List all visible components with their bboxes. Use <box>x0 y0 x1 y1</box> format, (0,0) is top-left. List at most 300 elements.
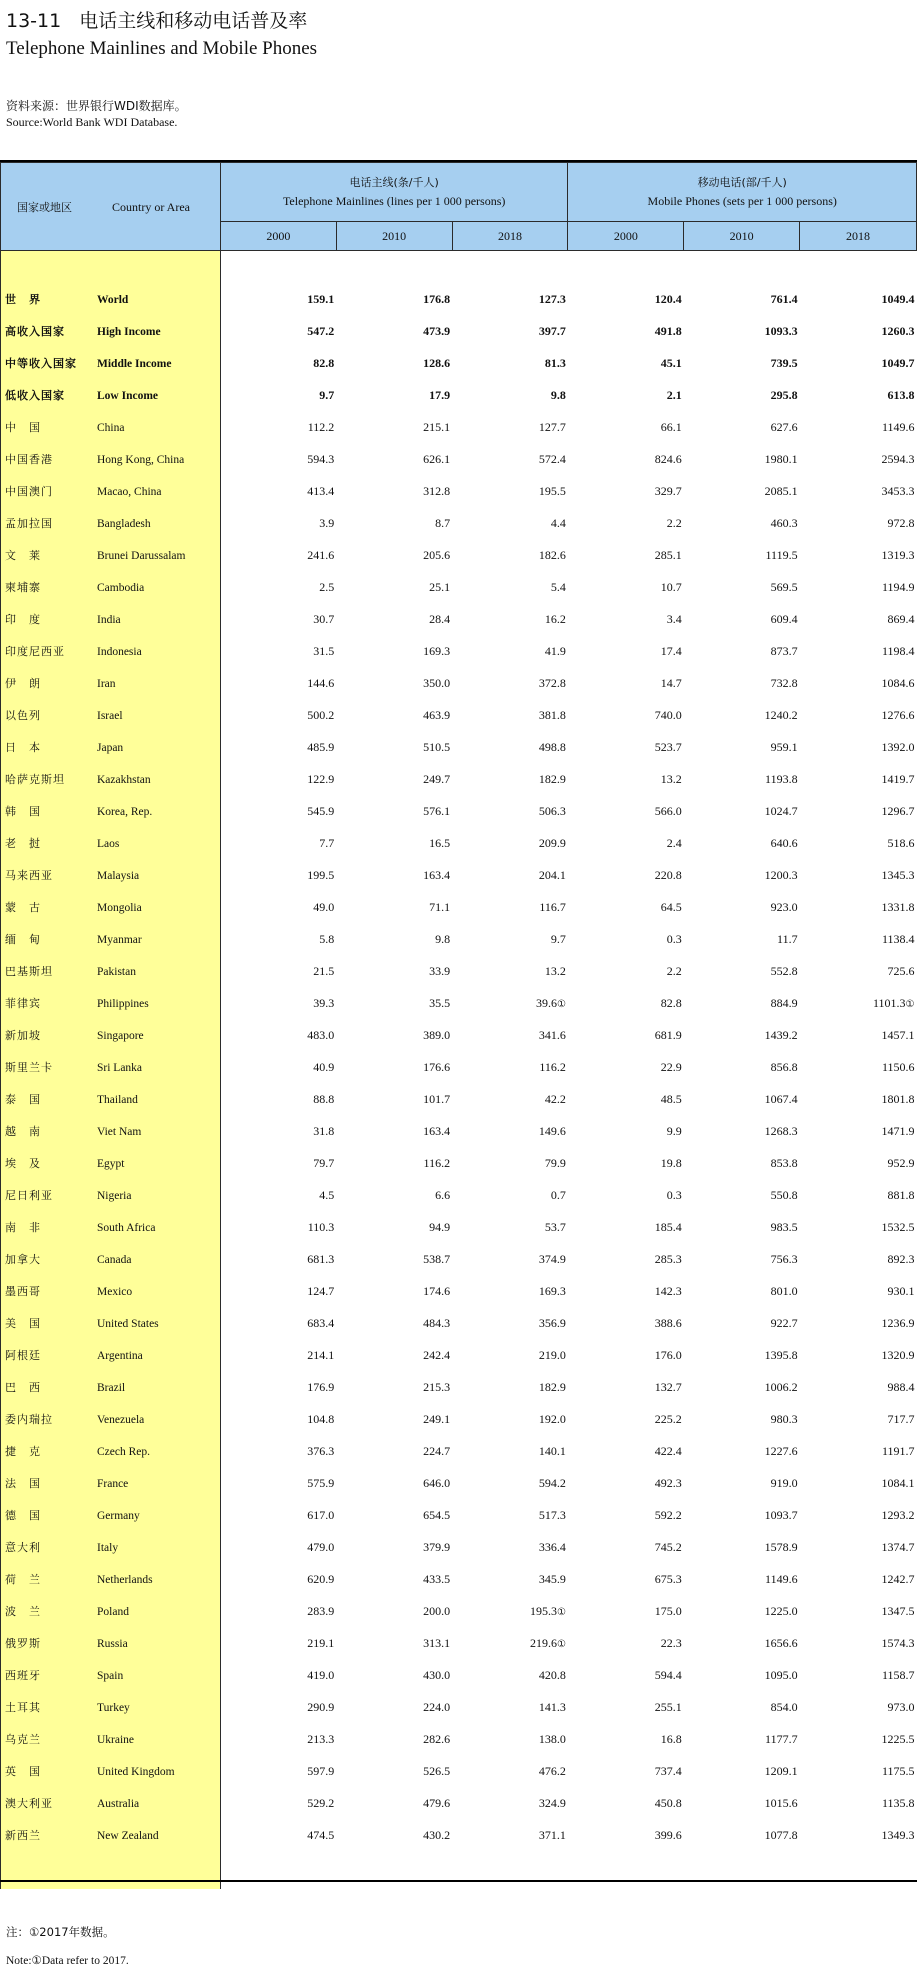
value-cell <box>452 1147 568 1179</box>
country-name-cn: 印 度 <box>5 613 41 626</box>
country-cell <box>1 283 221 315</box>
value: 1175.5 <box>881 1763 915 1778</box>
country-name-cn: 捷 克 <box>5 1445 41 1458</box>
value-cell <box>684 891 800 923</box>
value: 4.5 <box>319 1187 335 1202</box>
value-cell <box>452 667 568 699</box>
value: 22.3 <box>660 1635 682 1650</box>
country-name-en: Korea, Rep. <box>97 806 153 818</box>
value: 39.6 <box>535 995 557 1010</box>
value-cell <box>336 315 452 347</box>
value: 853.8 <box>770 1155 798 1170</box>
value-cell <box>220 443 336 475</box>
value-cell <box>800 1083 917 1115</box>
country-name-en: Myanmar <box>97 934 142 946</box>
value: 195.3 <box>529 1603 557 1618</box>
value-cell <box>568 1275 684 1307</box>
header-year: 2010 <box>336 222 452 251</box>
value: 1225.5 <box>881 1731 915 1746</box>
value: 42.2 <box>544 1091 566 1106</box>
value: 110.3 <box>307 1219 335 1234</box>
value-cell <box>452 1499 568 1531</box>
value: 2085.1 <box>764 483 798 498</box>
country-name-en: Brazil <box>97 1382 126 1394</box>
table-row <box>1 891 917 923</box>
value-cell <box>452 1211 568 1243</box>
value-cell <box>568 1083 684 1115</box>
value: 1349.3 <box>881 1827 915 1842</box>
value-cell <box>684 1115 800 1147</box>
title-cn-text: 电话主线和移动电话普及率 <box>79 10 308 32</box>
value: 88.8 <box>313 1091 335 1106</box>
value-cell <box>336 1563 452 1595</box>
value-cell <box>220 1435 336 1467</box>
value: 479.0 <box>307 1539 335 1554</box>
header-mobile <box>568 163 917 222</box>
table-row <box>1 699 917 731</box>
value: 124.7 <box>307 1283 335 1298</box>
value: 185.4 <box>654 1219 682 1234</box>
value: 1200.3 <box>764 867 798 882</box>
country-name-en: Mexico <box>97 1286 133 1298</box>
value-cell <box>684 667 800 699</box>
country-name-en: Malaysia <box>97 870 140 882</box>
value: 213.3 <box>307 1731 335 1746</box>
country-name-cn: 越 南 <box>5 1125 41 1138</box>
value: 176.8 <box>423 291 451 306</box>
country-name-cn: 西班牙 <box>5 1669 41 1682</box>
value: 71.1 <box>429 899 451 914</box>
header-country-en: Country or Area <box>112 199 190 214</box>
value: 31.5 <box>313 643 335 658</box>
header-year: 2000 <box>568 222 684 251</box>
value: 219.0 <box>538 1347 566 1362</box>
footnote-marker: ① <box>556 1638 566 1650</box>
value-cell <box>800 379 917 411</box>
value-cell <box>568 603 684 635</box>
value-cell <box>452 443 568 475</box>
value-cell <box>684 923 800 955</box>
value: 174.6 <box>423 1283 451 1298</box>
source-cn: 资料来源：世界银行WDI数据库。 <box>6 99 187 113</box>
value-cell <box>568 1531 684 1563</box>
value: 594.4 <box>654 1667 682 1682</box>
country-name-cn: 加拿大 <box>5 1253 41 1266</box>
value-cell <box>336 1595 452 1627</box>
country-name-cn: 菲律宾 <box>5 997 41 1010</box>
value-cell <box>220 1691 336 1723</box>
value-cell <box>220 1499 336 1531</box>
value-cell <box>336 827 452 859</box>
value: 529.2 <box>307 1795 335 1810</box>
value-cell <box>336 1307 452 1339</box>
value-cell <box>568 1307 684 1339</box>
country-cell <box>1 1307 221 1339</box>
value: 2.4 <box>666 835 682 850</box>
value: 374.9 <box>538 1251 566 1266</box>
value: 1532.5 <box>881 1219 915 1234</box>
value-cell <box>452 955 568 987</box>
value-cell <box>336 699 452 731</box>
value-cell <box>684 955 800 987</box>
value-cell <box>336 1467 452 1499</box>
value: 725.6 <box>887 963 915 978</box>
value-cell <box>336 667 452 699</box>
country-name-en: Viet Nam <box>97 1126 142 1138</box>
country-name-en: Philippines <box>97 998 149 1010</box>
value-cell <box>220 1147 336 1179</box>
value: 225.2 <box>654 1411 682 1426</box>
value: 3.4 <box>666 611 682 626</box>
value: 856.8 <box>770 1059 798 1074</box>
table-row <box>1 1723 917 1755</box>
value-cell <box>336 891 452 923</box>
value: 30.7 <box>313 611 335 626</box>
value: 283.9 <box>307 1603 335 1618</box>
value: 1260.3 <box>881 323 915 338</box>
spacer-row <box>1 251 917 284</box>
country-cell <box>1 1531 221 1563</box>
country-name-cn: 哈萨克斯坦 <box>5 773 65 786</box>
country-name-en: Japan <box>97 742 124 754</box>
country-name-cn: 世 界 <box>5 293 41 306</box>
value-cell <box>568 1755 684 1787</box>
value-cell <box>684 731 800 763</box>
value: 740.0 <box>654 707 682 722</box>
value-cell <box>336 1083 452 1115</box>
value: 81.3 <box>544 355 566 370</box>
country-cell <box>1 1051 221 1083</box>
value: 485.9 <box>307 739 335 754</box>
value: 518.6 <box>887 835 915 850</box>
country-cell <box>1 955 221 987</box>
country-name-en: United States <box>97 1318 159 1330</box>
country-name-cn: 尼日利亚 <box>5 1189 53 1202</box>
value-cell <box>220 1627 336 1659</box>
value-cell <box>220 411 336 443</box>
country-cell <box>1 699 221 731</box>
value: 3453.3 <box>881 483 915 498</box>
country-cell <box>1 1787 221 1819</box>
value: 31.8 <box>313 1123 335 1138</box>
table-number: 13-11 <box>6 10 62 32</box>
value: 5.8 <box>319 931 335 946</box>
value: 2.2 <box>666 515 682 530</box>
value-cell <box>336 443 452 475</box>
value-cell <box>220 1755 336 1787</box>
value-cell <box>568 507 684 539</box>
value: 0.3 <box>666 931 682 946</box>
value: 430.2 <box>423 1827 451 1842</box>
footnote-marker: ① <box>905 998 915 1010</box>
value: 312.8 <box>423 483 451 498</box>
value: 492.3 <box>654 1475 682 1490</box>
country-name-cn: 巴 西 <box>5 1381 41 1394</box>
value-cell <box>336 1659 452 1691</box>
country-name-en: Italy <box>97 1542 119 1554</box>
value-cell <box>452 475 568 507</box>
value: 566.0 <box>654 803 682 818</box>
table-row <box>1 507 917 539</box>
value-cell <box>452 1179 568 1211</box>
value: 545.9 <box>307 803 335 818</box>
value-cell <box>800 731 917 763</box>
value: 538.7 <box>423 1251 451 1266</box>
value-cell <box>452 1627 568 1659</box>
country-cell <box>1 1595 221 1627</box>
value-cell <box>800 1243 917 1275</box>
header-mainlines-cn: 电话主线(条/千人) <box>349 176 439 189</box>
value-cell <box>336 1179 452 1211</box>
value: 972.8 <box>887 515 915 530</box>
value-cell <box>684 1051 800 1083</box>
value: 1374.7 <box>881 1539 915 1554</box>
value-cell <box>568 1403 684 1435</box>
value: 1293.2 <box>881 1507 915 1522</box>
value: 21.5 <box>313 963 335 978</box>
empty-cell <box>452 251 568 284</box>
value-cell <box>684 859 800 891</box>
value: 1084.1 <box>881 1475 915 1490</box>
country-name-cn: 英 国 <box>5 1765 41 1778</box>
country-name-cn: 巴基斯坦 <box>5 965 53 978</box>
table-row <box>1 571 917 603</box>
header-mainlines <box>220 163 568 222</box>
value: 341.6 <box>538 1027 566 1042</box>
value-cell <box>220 507 336 539</box>
value: 128.6 <box>423 355 451 370</box>
table-row <box>1 475 917 507</box>
country-cell <box>1 1275 221 1307</box>
value: 1320.9 <box>881 1347 915 1362</box>
value-cell <box>800 1819 917 1851</box>
value: 2.1 <box>666 387 682 402</box>
value-cell <box>452 571 568 603</box>
table-row <box>1 1787 917 1819</box>
country-name-cn: 高收入国家 <box>5 325 65 338</box>
value-cell <box>684 1755 800 1787</box>
value: 523.7 <box>654 739 682 754</box>
footnote-marker: ① <box>556 998 566 1010</box>
value-cell <box>220 891 336 923</box>
country-name-en: Pakistan <box>97 966 136 978</box>
value: 1093.3 <box>764 323 798 338</box>
value-cell <box>800 411 917 443</box>
value-cell <box>684 1627 800 1659</box>
value: 17.9 <box>429 387 451 402</box>
table-row <box>1 1563 917 1595</box>
value: 1225.0 <box>764 1603 798 1618</box>
value-cell <box>684 1403 800 1435</box>
value: 285.3 <box>654 1251 682 1266</box>
value: 388.6 <box>654 1315 682 1330</box>
country-name-en: China <box>97 422 125 434</box>
value-cell <box>220 1467 336 1499</box>
country-cell <box>1 1403 221 1435</box>
value: 640.6 <box>770 835 798 850</box>
value-cell <box>220 1819 336 1851</box>
value: 324.9 <box>538 1795 566 1810</box>
value-cell <box>336 1115 452 1147</box>
value: 756.3 <box>770 1251 798 1266</box>
country-name-cn: 日 本 <box>5 741 41 754</box>
value-cell <box>336 1755 452 1787</box>
value: 1419.7 <box>881 771 915 786</box>
value-cell <box>336 1051 452 1083</box>
country-name-en: Sri Lanka <box>97 1062 143 1074</box>
country-cell <box>1 667 221 699</box>
value: 209.9 <box>538 835 566 850</box>
value-cell <box>220 1019 336 1051</box>
table-row <box>1 1755 917 1787</box>
value-cell <box>452 315 568 347</box>
value-cell <box>336 379 452 411</box>
country-cell <box>1 1435 221 1467</box>
value: 104.8 <box>307 1411 335 1426</box>
value-cell <box>568 1595 684 1627</box>
country-cell <box>1 731 221 763</box>
value: 33.9 <box>429 963 451 978</box>
value-cell <box>452 1563 568 1595</box>
empty-cell <box>336 251 452 284</box>
value: 483.0 <box>307 1027 335 1042</box>
value: 1158.7 <box>881 1667 915 1682</box>
country-cell <box>1 1179 221 1211</box>
empty-cell <box>684 1851 800 1889</box>
value: 205.6 <box>423 547 451 562</box>
value-cell <box>684 763 800 795</box>
value-cell <box>220 859 336 891</box>
value: 1024.7 <box>764 803 798 818</box>
value: 381.8 <box>538 707 566 722</box>
value: 48.5 <box>660 1091 682 1106</box>
table-row <box>1 1051 917 1083</box>
value: 16.5 <box>429 835 451 850</box>
value: 1268.3 <box>764 1123 798 1138</box>
value-cell <box>684 1019 800 1051</box>
country-name-en: India <box>97 614 121 626</box>
value-cell <box>800 571 917 603</box>
country-name-cn: 新加坡 <box>5 1029 41 1042</box>
value-cell <box>800 1659 917 1691</box>
country-name-en: South Africa <box>97 1222 156 1234</box>
country-name-cn: 美 国 <box>5 1317 41 1330</box>
value-cell <box>452 763 568 795</box>
value: 40.9 <box>313 1059 335 1074</box>
value: 500.2 <box>307 707 335 722</box>
value: 594.3 <box>307 451 335 466</box>
value: 169.3 <box>538 1283 566 1298</box>
country-name-en: Thailand <box>97 1094 138 1106</box>
country-name-cn: 澳大利亚 <box>5 1797 53 1810</box>
value-cell <box>568 379 684 411</box>
value-cell <box>336 1339 452 1371</box>
table-row <box>1 1019 917 1051</box>
value-cell <box>568 1019 684 1051</box>
value-cell <box>452 1787 568 1819</box>
value: 952.9 <box>887 1155 915 1170</box>
value: 646.0 <box>423 1475 451 1490</box>
country-cell <box>1 1019 221 1051</box>
value-cell <box>452 603 568 635</box>
value-cell <box>800 1563 917 1595</box>
table-row <box>1 1275 917 1307</box>
value-cell <box>684 1243 800 1275</box>
value-cell <box>452 859 568 891</box>
country-name-en: Turkey <box>97 1702 130 1714</box>
value-cell <box>452 1467 568 1499</box>
country-cell <box>1 507 221 539</box>
country-name-en: Indonesia <box>97 646 142 658</box>
country-cell <box>1 1563 221 1595</box>
value-cell <box>336 1243 452 1275</box>
country-name-en: Czech Rep. <box>97 1446 151 1458</box>
value: 224.0 <box>423 1699 451 1714</box>
table-body <box>1 251 917 1890</box>
value-cell <box>220 923 336 955</box>
value-cell <box>220 987 336 1019</box>
value: 192.0 <box>538 1411 566 1426</box>
value: 745.2 <box>654 1539 682 1554</box>
value: 1457.1 <box>881 1027 915 1042</box>
value: 9.8 <box>550 387 566 402</box>
country-name-en: Laos <box>97 838 120 850</box>
country-name-cn: 中国香港 <box>5 453 53 466</box>
country-cell <box>1 411 221 443</box>
value: 219.1 <box>307 1635 335 1650</box>
value: 1093.7 <box>764 1507 798 1522</box>
table-row <box>1 1115 917 1147</box>
value-cell <box>800 699 917 731</box>
value-cell <box>800 795 917 827</box>
value: 576.1 <box>423 803 451 818</box>
value-cell <box>568 1723 684 1755</box>
value: 737.4 <box>654 1763 682 1778</box>
value: 1049.4 <box>881 291 915 306</box>
country-cell <box>1 379 221 411</box>
value: 675.3 <box>654 1571 682 1586</box>
value-cell <box>568 1659 684 1691</box>
value: 397.7 <box>538 323 566 338</box>
country-name-cn: 柬埔寨 <box>5 581 41 594</box>
table-row <box>1 1147 917 1179</box>
value-cell <box>800 539 917 571</box>
value-cell <box>568 1787 684 1819</box>
value: 295.8 <box>770 387 798 402</box>
value-cell <box>452 379 568 411</box>
value: 82.8 <box>313 355 335 370</box>
country-cell <box>1 1083 221 1115</box>
value: 182.9 <box>538 771 566 786</box>
value-cell <box>568 411 684 443</box>
value: 1209.1 <box>764 1763 798 1778</box>
value: 983.5 <box>770 1219 798 1234</box>
country-name-en: Spain <box>97 1670 124 1682</box>
value: 922.7 <box>770 1315 798 1330</box>
value: 41.9 <box>544 643 566 658</box>
value-cell <box>568 1243 684 1275</box>
value-cell <box>800 1403 917 1435</box>
value-cell <box>336 1435 452 1467</box>
value-cell <box>220 1403 336 1435</box>
country-cell <box>1 891 221 923</box>
value-cell <box>684 699 800 731</box>
note-en: Note:①Data refer to 2017. <box>6 1955 129 1967</box>
value-cell <box>220 1339 336 1371</box>
country-cell <box>1 347 221 379</box>
value: 163.4 <box>423 867 451 882</box>
country-cell <box>1 1467 221 1499</box>
